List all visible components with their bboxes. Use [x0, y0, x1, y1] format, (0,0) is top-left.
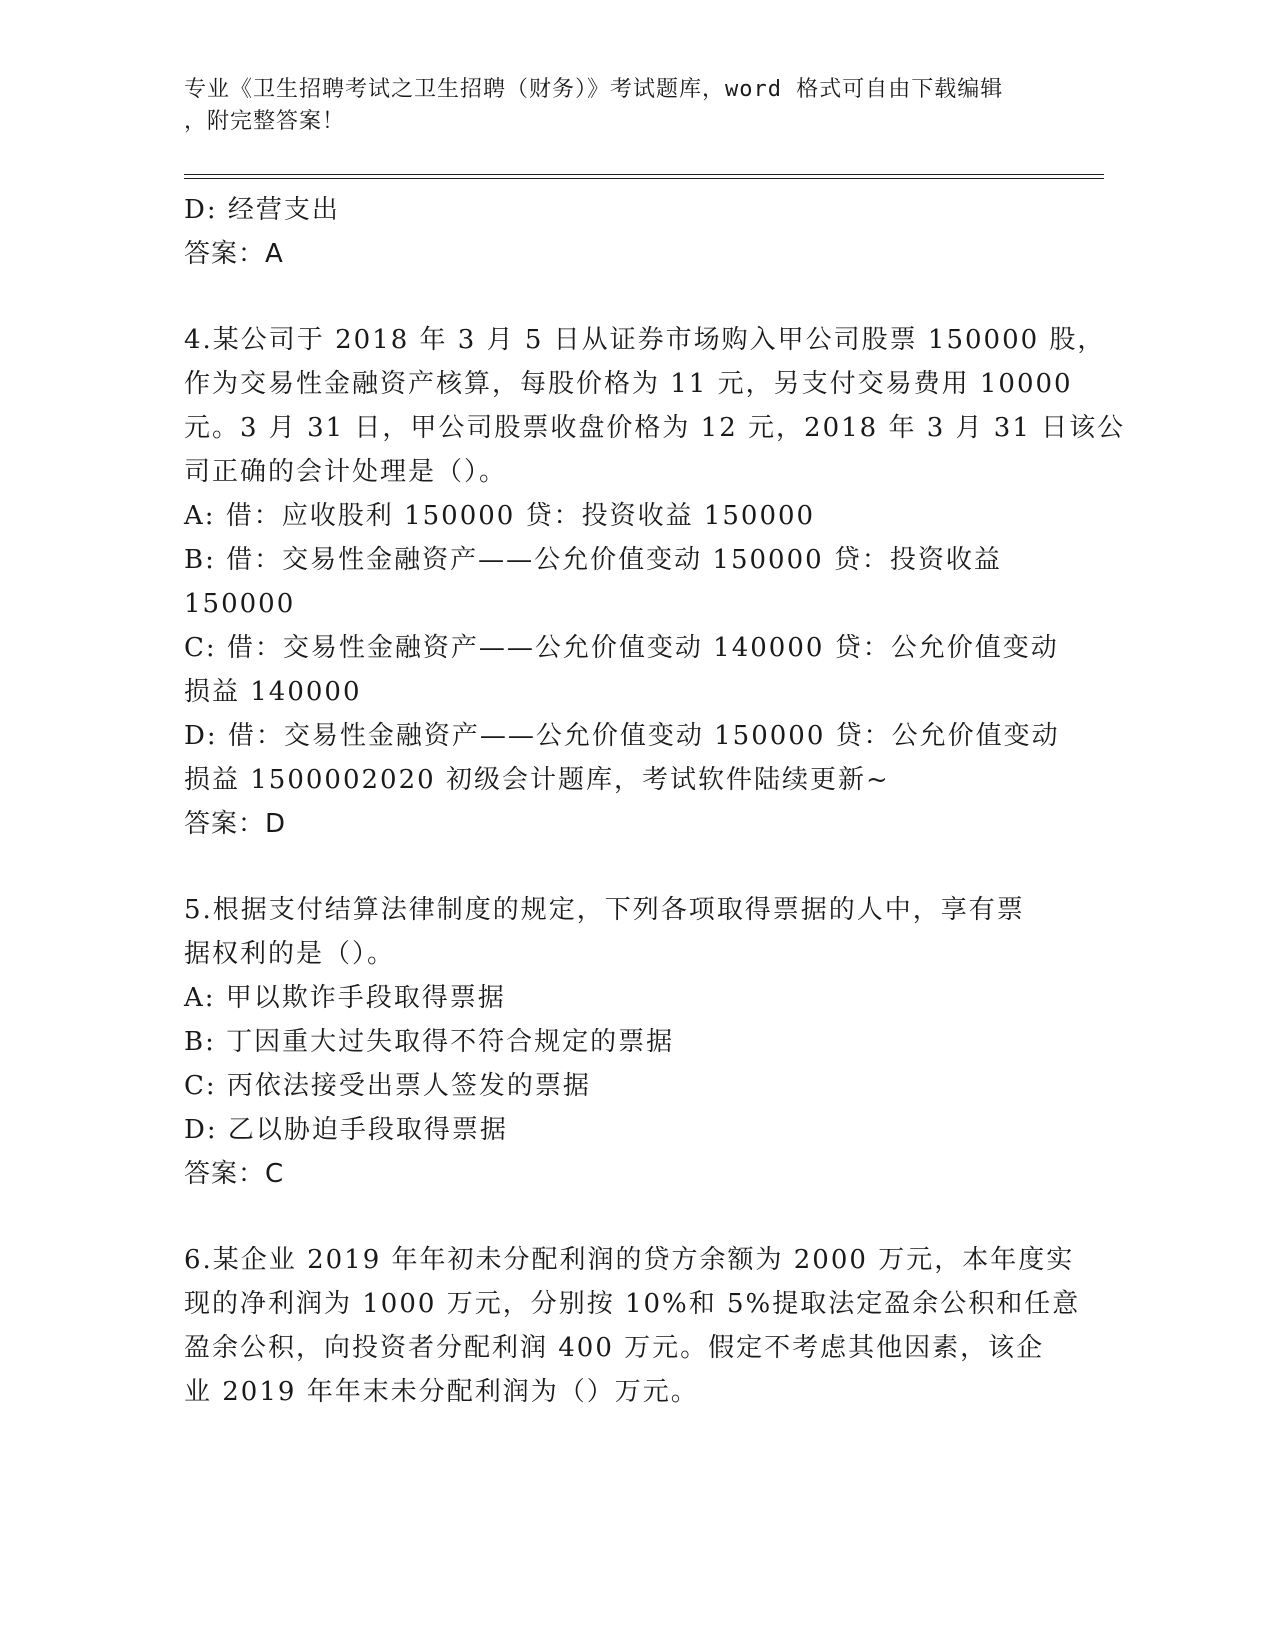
q4-option-a — [184, 494, 1064, 538]
q5-option-a: A: 甲以欺诈手段取得票据 — [184, 983, 506, 1013]
q4-option-c — [184, 626, 1064, 714]
q4-option-a-line: A: 借：应收股利 150000 贷：投资收益 150000 — [184, 501, 816, 531]
question-6 — [184, 1238, 1081, 1414]
q4-stem — [184, 318, 1126, 494]
question-4 — [184, 318, 1126, 846]
q5-stem-line: 据权利的是（）。 — [184, 939, 396, 969]
q4-option-d — [184, 714, 1064, 802]
spacer — [184, 1196, 1064, 1238]
q5-option-b: B: 丁因重大过失取得不符合规定的票据 — [184, 1027, 675, 1057]
q6-stem — [184, 1238, 1081, 1414]
q5-answer: 答案：C — [184, 1159, 285, 1189]
question-3-tail — [184, 188, 1064, 276]
document-body — [184, 188, 1126, 1414]
question-5 — [184, 888, 1064, 1196]
q4-option-b-line: 150000 — [184, 589, 296, 619]
q4-option-b-line: B: 借：交易性金融资产——公允价值变动 150000 贷：投资收益 — [184, 545, 1002, 575]
q4-option-d-line: D: 借：交易性金融资产——公允价值变动 150000 贷：公允价值变动 — [184, 721, 1060, 751]
q4-stem-line: 元。3 月 31 日，甲公司股票收盘价格为 12 元，2018 年 3 月 31 日该公 — [184, 413, 1126, 443]
q3-answer: 答案：A — [184, 239, 284, 269]
q5-stem-line: 5.根据支付结算法律制度的规定，下列各项取得票据的人中，享有票 — [184, 895, 1025, 925]
q5-stem — [184, 888, 1064, 976]
q6-stem-line: 盈余公积，向投资者分配利润 400 万元。假定不考虑其他因素，该企 — [184, 1333, 1045, 1363]
q4-stem-line: 作为交易性金融资产核算，每股价格为 11 元，另支付交易费用 10000 — [184, 369, 1073, 399]
q4-option-b — [184, 538, 1064, 626]
q4-option-c-line: C: 借：交易性金融资产——公允价值变动 140000 贷：公允价值变动 — [184, 633, 1059, 663]
q4-option-d-line: 损益 1500002020 初级会计题库，考试软件陆续更新~ — [184, 765, 890, 795]
q4-option-c-line: 损益 140000 — [184, 677, 362, 707]
q4-stem-line: 4.某公司于 2018 年 3 月 5 日从证券市场购入甲公司股票 150000 股， — [184, 325, 1106, 355]
q4-answer: 答案：D — [184, 809, 287, 839]
q5-option-d: D: 乙以胁迫手段取得票据 — [184, 1115, 508, 1145]
q6-stem-line: 6.某企业 2019 年年初未分配利润的贷方余额为 2000 万元，本年度实 — [184, 1245, 1075, 1275]
q5-option-c: C: 丙依法接受出票人签发的票据 — [184, 1071, 591, 1101]
header-divider-bottom — [184, 178, 1104, 179]
header-divider-top — [184, 174, 1104, 175]
q3-option-d: D: 经营支出 — [184, 195, 340, 225]
spacer — [184, 276, 1064, 318]
q6-stem-line: 业 2019 年年末未分配利润为（）万元。 — [184, 1377, 699, 1407]
page-header — [184, 74, 1064, 138]
header-line-2: ，附完整答案！ — [184, 109, 346, 134]
header-line-1: 专业《卫生招聘考试之卫生招聘（财务）》考试题库，word 格式可自由下载编辑 — [184, 77, 1004, 102]
q6-stem-line: 现的净利润为 1000 万元，分别按 10%和 5%提取法定盈余公积和任意 — [184, 1289, 1081, 1319]
q4-stem-line: 司正确的会计处理是（）。 — [184, 457, 508, 487]
spacer — [184, 846, 1064, 888]
